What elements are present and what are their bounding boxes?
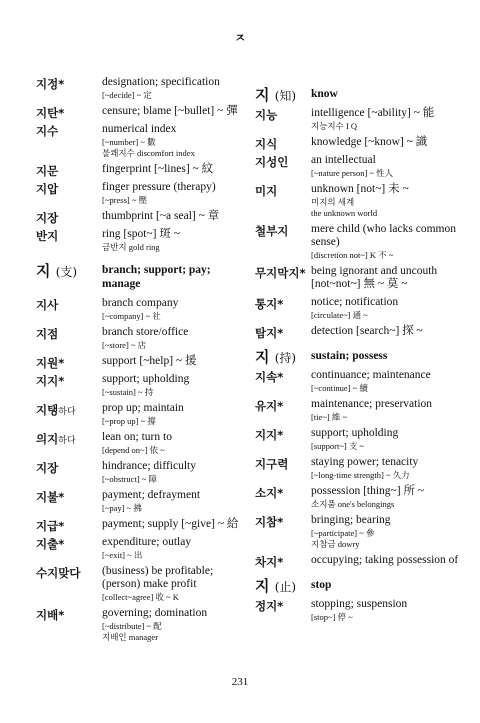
entry-definition <box>102 181 250 205</box>
entry-headword <box>255 107 277 123</box>
entry-definition <box>102 123 250 158</box>
dictionary-entry <box>255 325 467 338</box>
definition-gloss: designation; specification <box>102 76 220 88</box>
definition-note: [~continue] ~ 續 <box>311 383 368 393</box>
entry-headword <box>36 536 64 552</box>
definition-gloss: censure; blame [~bullet] ~ 彈 <box>102 105 238 117</box>
entry-definition <box>311 485 467 509</box>
section-hanja: (持) <box>274 351 297 365</box>
headword-text: 수지맞다 <box>36 566 81 580</box>
definition-gloss: branch company <box>102 297 179 309</box>
headword-text: 지압 <box>36 182 59 196</box>
headword-text: 지수 <box>36 124 59 138</box>
definition-note: [support~] 支 ~ <box>311 441 365 451</box>
headword-text: 지장 <box>36 461 59 475</box>
right-column <box>255 76 467 627</box>
definition-note: [~exit] ~ 出 <box>102 550 143 560</box>
entry-headword <box>36 402 76 418</box>
dictionary-entry <box>36 76 250 100</box>
dictionary-entry <box>255 369 467 393</box>
definition-gloss: branch store/office <box>102 326 189 338</box>
headword-text: 미지 <box>255 184 278 198</box>
entry-definition <box>311 514 467 549</box>
definition-note: 소지품 one's belongings <box>311 499 395 509</box>
dictionary-entry <box>255 554 467 567</box>
definition-gloss: mere child (who lacks common sense) <box>311 223 456 248</box>
entry-headword <box>255 154 288 170</box>
entry-headword <box>36 607 64 623</box>
headword-text: 지장 <box>36 211 59 225</box>
headword-suffix: 하다 <box>58 436 76 446</box>
definition-gloss: notice; notification <box>311 296 399 308</box>
entry-definition <box>311 296 467 320</box>
entry-headword <box>255 514 283 530</box>
headword-text: 반지 <box>36 229 59 243</box>
headword-text: 지탄 <box>36 106 59 120</box>
entry-definition <box>311 136 467 149</box>
page-number: 231 <box>231 676 249 688</box>
headword-text: 통지 <box>255 297 278 311</box>
dictionary-entry <box>255 154 467 178</box>
dictionary-entry <box>255 427 467 451</box>
headword-star: * <box>277 428 284 442</box>
definition-gloss: knowledge [~know] ~ 識 <box>311 136 428 148</box>
dictionary-entry <box>255 223 467 260</box>
definition-gloss: continuance; maintenance <box>311 369 431 381</box>
entry-headword <box>255 265 305 281</box>
definition-note: [collect~agree] 收 ~ K <box>102 592 179 602</box>
headword-text: 지지 <box>36 374 59 388</box>
headword-text: 정지 <box>255 599 278 613</box>
definition-gloss: intelligence [~ability] ~ 能 <box>311 107 435 119</box>
entry-headword <box>255 427 283 443</box>
definition-note: [circulate~] 通 ~ <box>311 310 368 320</box>
headword-text: 지참 <box>255 515 278 529</box>
section-hanja: (止) <box>274 580 297 594</box>
headword-star: * <box>58 106 65 120</box>
headword-star: * <box>58 537 65 551</box>
entry-definition <box>102 489 250 513</box>
entry-headword <box>255 598 283 614</box>
headword-text: 지불 <box>36 490 59 504</box>
definition-gloss: being ignorant and uncouth [not~not~] 無 ~ 莫 ~ <box>311 265 438 290</box>
entry-definition <box>311 598 467 622</box>
entry-headword <box>36 297 58 313</box>
entry-definition <box>102 326 250 350</box>
entry-definition <box>102 518 250 531</box>
headword-star: * <box>58 374 65 388</box>
definition-gloss: detection [search~] 探 ~ <box>311 325 423 337</box>
definition-gloss: stopping; suspension <box>311 598 408 610</box>
entry-definition <box>102 297 250 321</box>
headword-text: 철부지 <box>255 224 289 238</box>
entry-definition <box>102 565 250 602</box>
headword-text: 지배 <box>36 608 59 622</box>
headword-star: * <box>58 356 65 370</box>
definition-gloss: occupying; taking possession of <box>311 554 459 566</box>
dictionary-entry <box>36 607 250 642</box>
section-gloss: know <box>311 88 338 100</box>
headword-star: * <box>277 599 284 613</box>
section-gloss: sustain; possess <box>311 350 388 362</box>
definition-gloss: support [~help] ~ 援 <box>102 355 197 367</box>
headword-star: * <box>58 77 65 91</box>
entry-headword <box>36 76 64 92</box>
section-gloss: branch; support; pay; manage <box>102 264 211 290</box>
definition-note: 지참금 dowry <box>311 539 360 549</box>
dictionary-entry <box>36 210 250 223</box>
section-header-letter: ㅈ <box>234 31 246 45</box>
headword-star: * <box>277 486 284 500</box>
entry-headword <box>36 163 58 179</box>
headword-text: 지원 <box>36 356 59 370</box>
definition-note: [depend on~] 依 ~ <box>102 445 165 455</box>
entry-definition <box>102 210 250 223</box>
headword-star: * <box>277 326 284 340</box>
definition-note: [~sustain] ~ 持 <box>102 387 154 397</box>
headword-star: * <box>277 370 284 384</box>
dictionary-entry <box>255 456 467 480</box>
definition-note: 미지의 세계 <box>311 197 355 207</box>
headword-star: * <box>58 519 65 533</box>
dictionary-entry <box>255 265 467 291</box>
entry-definition <box>102 536 250 560</box>
headword-text: 의지 <box>36 432 59 446</box>
entry-headword <box>36 431 76 447</box>
definition-note: [~number] ~ 數 <box>102 137 156 147</box>
entry-definition <box>102 431 250 455</box>
dictionary-entry <box>255 107 467 131</box>
entry-headword <box>36 373 64 389</box>
entry-headword <box>255 369 283 385</box>
headword-text: 지능 <box>255 108 278 122</box>
definition-gloss: bringing; bearing <box>311 514 391 526</box>
definition-gloss: expenditure; outlay <box>102 536 192 548</box>
dictionary-entry <box>36 355 250 368</box>
section-hangul: 지 <box>255 86 270 104</box>
dictionary-entry <box>36 123 250 158</box>
entry-definition <box>102 402 250 426</box>
entry-definition <box>311 554 467 567</box>
definition-gloss: support; upholding <box>102 373 190 385</box>
definition-note: [~prop up] ~ 撐 <box>102 416 156 426</box>
dictionary-entry <box>36 163 250 176</box>
dictionary-entry <box>36 489 250 513</box>
entry-definition <box>102 355 250 368</box>
definition-note: [discretion not~] K 不 ~ <box>311 250 394 260</box>
dictionary-entry <box>36 402 250 426</box>
entry-definition <box>102 460 250 484</box>
definition-note: 지능지수 I Q <box>311 121 358 131</box>
entry-headword <box>255 296 283 312</box>
entry-definition <box>102 228 250 252</box>
headword-star: * <box>277 555 284 569</box>
entry-definition <box>311 265 467 291</box>
section-gloss: stop <box>311 579 332 591</box>
dictionary-entry <box>36 536 250 560</box>
definition-gloss: support; upholding <box>311 427 399 439</box>
headword-text: 지급 <box>36 519 59 533</box>
dictionary-entry <box>255 514 467 549</box>
headword-star: * <box>299 266 306 280</box>
definition-gloss: thumbprint [~a seal] ~ 章 <box>102 210 220 222</box>
entry-headword <box>255 183 277 199</box>
entry-definition <box>311 325 467 338</box>
entry-definition <box>311 456 467 480</box>
entry-definition <box>311 107 467 131</box>
section-headword <box>255 84 296 105</box>
definition-note: the unknown world <box>311 208 378 218</box>
headword-text: 지탱 <box>36 403 59 417</box>
headword-suffix: 하다 <box>58 407 76 417</box>
entry-headword <box>255 456 288 472</box>
headword-text: 지구력 <box>255 457 289 471</box>
definition-gloss: (business) be profitable; (person) make profit <box>102 565 214 590</box>
definition-note: [~obstruct] ~ 障 <box>102 474 157 484</box>
definition-gloss: ring [spot~] 斑 ~ <box>102 228 180 240</box>
definition-gloss: prop up; maintain <box>102 402 184 414</box>
entry-definition <box>311 398 467 422</box>
definition-gloss: numerical index <box>102 123 177 135</box>
entry-headword <box>36 518 64 534</box>
dictionary-entry <box>255 398 467 422</box>
dictionary-entry <box>36 373 250 397</box>
definition-gloss: finger pressure (therapy) <box>102 181 216 193</box>
entry-definition <box>102 163 250 176</box>
headword-text: 탐지 <box>255 326 278 340</box>
section-headword <box>255 346 296 367</box>
headword-star: * <box>58 490 65 504</box>
entry-headword <box>255 223 288 239</box>
section-hanja: (支) <box>55 265 78 279</box>
dictionary-entry <box>255 183 467 218</box>
entry-definition <box>311 427 467 451</box>
entry-headword <box>36 489 64 505</box>
dictionary-entry <box>36 297 250 321</box>
dictionary-entry <box>36 460 250 484</box>
definition-note: [~company] ~ 社 <box>102 311 161 321</box>
entry-definition <box>311 183 467 218</box>
entry-headword <box>36 123 58 139</box>
definition-note: [tie~] 維 ~ <box>311 412 348 422</box>
definition-gloss: staying power; tenacity <box>311 456 419 468</box>
headword-star: * <box>277 515 284 529</box>
section-hanja: (知) <box>274 89 297 103</box>
definition-note: 불쾌지수 discomfort index <box>102 148 195 158</box>
entry-headword <box>255 325 283 341</box>
section-headword <box>36 260 77 281</box>
definition-gloss: possession [thing~] 所 ~ <box>311 485 425 497</box>
headword-text: 지식 <box>255 137 278 151</box>
headword-star: * <box>58 608 65 622</box>
definition-note: [stop~] 停 ~ <box>311 612 353 622</box>
definition-gloss: an intellectual <box>311 154 376 166</box>
section-heading <box>36 260 250 291</box>
entry-definition <box>311 223 467 260</box>
definition-note: [~long-time strength] ~ 久力 <box>311 470 410 480</box>
entry-headword <box>36 326 58 342</box>
headword-star: * <box>277 297 284 311</box>
headword-text: 소지 <box>255 486 278 500</box>
headword-star: * <box>277 399 284 413</box>
entry-definition <box>102 105 250 118</box>
dictionary-entry <box>36 105 250 118</box>
headword-text: 지속 <box>255 370 278 384</box>
definition-note: [~nature person] ~ 性人 <box>311 168 394 178</box>
headword-text: 지출 <box>36 537 59 551</box>
definition-gloss: hindrance; difficulty <box>102 460 196 472</box>
dictionary-entry <box>36 326 250 350</box>
dictionary-entry <box>255 136 467 149</box>
entry-headword <box>255 136 277 152</box>
definition-note: 금반지 gold ring <box>102 242 160 252</box>
headword-text: 지문 <box>36 164 59 178</box>
entry-definition <box>311 369 467 393</box>
entry-headword <box>255 398 283 414</box>
headword-text: 지정 <box>36 77 59 91</box>
dictionary-entry <box>36 228 250 252</box>
definition-note: [~decide] ~ 定 <box>102 90 152 100</box>
definition-note: 지배인 manager <box>102 632 159 642</box>
headword-text: 유지 <box>255 399 278 413</box>
dictionary-entry <box>255 485 467 509</box>
entry-headword <box>36 210 58 226</box>
headword-text: 무지막지 <box>255 266 300 280</box>
headword-text: 지점 <box>36 327 59 341</box>
entry-headword <box>255 554 283 570</box>
headword-text: 차지 <box>255 555 278 569</box>
definition-note: [~participate] ~ 參 <box>311 528 375 538</box>
section-heading <box>255 84 467 104</box>
section-hangul: 지 <box>255 348 270 366</box>
dictionary-entry <box>36 181 250 205</box>
definition-note: [~press] ~ 壓 <box>102 195 148 205</box>
definition-gloss: governing; domination <box>102 607 208 619</box>
headword-text: 지성인 <box>255 155 289 169</box>
entry-definition <box>102 373 250 397</box>
headword-text: 지지 <box>255 428 278 442</box>
entry-definition <box>311 154 467 178</box>
definition-note: [~pay] ~ 拂 <box>102 503 142 513</box>
dictionary-entry <box>255 296 467 320</box>
definition-gloss: payment; defrayment <box>102 489 201 501</box>
entry-headword <box>36 565 80 581</box>
dictionary-entry <box>255 598 467 622</box>
entry-headword <box>36 228 58 244</box>
definition-note: [~store] ~ 店 <box>102 340 147 350</box>
headword-text: 지사 <box>36 298 59 312</box>
left-column <box>36 76 250 647</box>
section-heading <box>255 346 467 366</box>
definition-gloss: payment; supply [~give] ~ 給 <box>102 518 239 530</box>
dictionary-entry <box>36 518 250 531</box>
entry-headword <box>36 460 58 476</box>
definition-note: [~distribute] ~ 配 <box>102 621 162 631</box>
section-headword <box>255 575 296 596</box>
section-heading <box>255 575 467 595</box>
definition-gloss: maintenance; preservation <box>311 398 433 410</box>
entry-definition <box>102 76 250 100</box>
entry-headword <box>36 181 58 197</box>
definition-gloss: lean on; turn to <box>102 431 172 443</box>
section-hangul: 지 <box>36 262 51 280</box>
entry-headword <box>36 105 64 121</box>
entry-definition <box>102 607 250 642</box>
section-hangul: 지 <box>255 577 270 595</box>
dictionary-entry <box>36 565 250 602</box>
dictionary-entry <box>36 431 250 455</box>
entry-headword <box>36 355 64 371</box>
definition-gloss: fingerprint [~lines] ~ 紋 <box>102 163 214 175</box>
definition-gloss: unknown [not~] 未 ~ <box>311 183 409 195</box>
entry-headword <box>255 485 283 501</box>
